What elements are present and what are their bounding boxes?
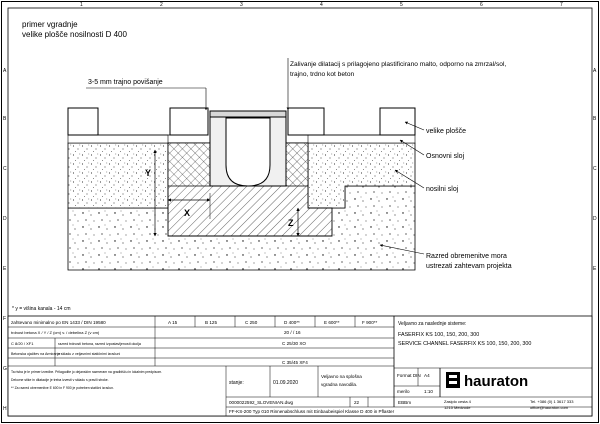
zone-side-b: B [3, 116, 7, 122]
slab-left-inner [170, 108, 208, 135]
row2-label: trdnost betona X / Y / Z (cm) v. / debelina Z (v cm) [11, 330, 100, 335]
zone-side-a: A [3, 68, 7, 74]
address-line1: Zasiplo cesta 4 [444, 399, 471, 404]
revision: EBBm [398, 400, 412, 405]
label-base-layer: Osnovni sloj [426, 153, 465, 160]
zone-top-1: 1 [80, 2, 83, 8]
joint-note-line2: trajno, trdno kot beton [290, 71, 355, 78]
zone-right-d: D [593, 216, 597, 222]
zone-top-7: 7 [560, 2, 563, 8]
drawing-title-line1: primer vgradnje [22, 20, 78, 29]
joint-annotation [288, 58, 506, 110]
class-b125: B 125 [205, 320, 218, 325]
drawing-number: 0000022592_SLOVENIAN.dwg [229, 400, 294, 405]
row1-label: zahtevano minimalno po EN 1433 / DIN 19580 [11, 320, 106, 325]
class-c250: C 250 [245, 320, 258, 325]
zone-top-6: 6 [480, 2, 483, 8]
dimension-y-label: Y [145, 168, 152, 178]
zone-side-d: D [3, 216, 7, 222]
row3a-mid: razred trdnosti betona, razred izpostavljenosti okolja [58, 342, 141, 346]
row2-value: 20 / / 16 [284, 330, 301, 335]
zone-side-e: E [3, 266, 7, 272]
slab-left-outer [68, 108, 98, 135]
zone-right-e: E [593, 266, 597, 272]
format-value: A4 [424, 373, 430, 378]
slab-right-outer [380, 108, 415, 135]
dimension-x-label: X [184, 208, 191, 218]
row3b-label: Betonska ojačitev na Armiranje [11, 352, 61, 356]
label-load-class-line1: Razred obremenitve mora [426, 253, 507, 260]
address-line2: 1215 Medvode [444, 405, 471, 410]
project-label: Veljavno za naslednje sisteme: [398, 321, 467, 327]
zone-top-2: 2 [160, 2, 163, 8]
zone-side-g: G [3, 366, 7, 372]
zone-top-5: 5 [400, 2, 403, 8]
status-date: 01.09.2020 [273, 380, 299, 386]
slab-right-inner [288, 108, 324, 135]
zone-top-3: 3 [240, 2, 243, 8]
note-1: Ta risba je le primer izvedbe. Prilagodite jo dejanskim razmeram na gradbišču in lokalnim predpisom. [11, 370, 163, 374]
label-load-class-line2: ustrezati zahtevam projekta [426, 263, 512, 270]
channel-inner-profile [226, 118, 270, 186]
phone: Tel. +386 (0) 1 3617 333 [530, 399, 574, 404]
zone-right-b: B [593, 116, 597, 122]
bedding-layer-left [68, 135, 168, 143]
title-block [8, 316, 592, 416]
class-a15: A 15 [168, 320, 178, 325]
row3c-value: C 35/45 XF4 [282, 360, 308, 365]
project-line1: FASERFIX KS 100, 150, 200, 300 [398, 332, 480, 338]
row3a-label: C 8/20 / XF1 [11, 341, 34, 346]
email: office@hauraton.com [530, 405, 569, 410]
sheet-number: 22 [354, 400, 360, 405]
zone-right-c: C [593, 166, 597, 172]
validity-line2: vgradna navodila. [321, 382, 358, 387]
zone-side-h: H [3, 406, 7, 412]
dimension-z-label: Z [288, 218, 294, 228]
label-large-slabs: velike plošče [426, 128, 467, 135]
label-load-layer: nosilni sloj [426, 186, 459, 193]
validity-line1: Veljavno na splošna [321, 374, 362, 379]
joint-note-line1: Zalivanje dilatacij s prilagojeno plastificirano malto, odporno na zmrzal/sol, [290, 61, 507, 68]
channel-grating [210, 111, 286, 117]
note-2: Delovne stike in dilatacije je treba izvesti v skladu s pravili stroke. [11, 378, 109, 382]
project-line2: SERVICE CHANNEL FASERFIX KS 100, 150, 200, 300 [398, 341, 532, 347]
drawing-title-line2: velike plošče nosilnosti D 400 [22, 30, 127, 39]
zone-top-4: 4 [320, 2, 323, 8]
zone-right-a: A [593, 68, 597, 74]
bedding-layer-right [308, 135, 415, 143]
hauraton-logo [446, 372, 528, 390]
scale-value: 1:10 [424, 389, 433, 394]
class-d400: D 400** [284, 320, 300, 325]
zone-side-f: F [3, 316, 7, 322]
zone-side-c: C [3, 166, 7, 172]
row3a-value: C 25/30 XO [282, 341, 307, 346]
footnote: * y = višina kanala - 14 cm [12, 306, 71, 312]
status-label: stanje: [229, 380, 244, 386]
scale-label: merilo [397, 389, 410, 394]
class-f900: F 900** [362, 320, 378, 325]
class-e600: E 600** [324, 320, 340, 325]
brand-name: hauraton [464, 373, 529, 390]
row3b-mid: v skladu z veljavnimi statičnimi izračuni [58, 352, 121, 356]
drawing-caption: FF-KS-200 Typ 010 Rinnenabschluss mit Einbaubeispiel Klasse D 400 in Pflaster [229, 409, 395, 414]
raised-label: 3-5 mm trajno povišanje [88, 79, 163, 86]
note-3: ** Za razred obremenitve E 600 in F 900 je potreben statični izračun. [11, 386, 114, 390]
raised-annotation [86, 79, 206, 110]
cross-section [68, 58, 512, 270]
format-label: Format DIN [397, 373, 421, 378]
